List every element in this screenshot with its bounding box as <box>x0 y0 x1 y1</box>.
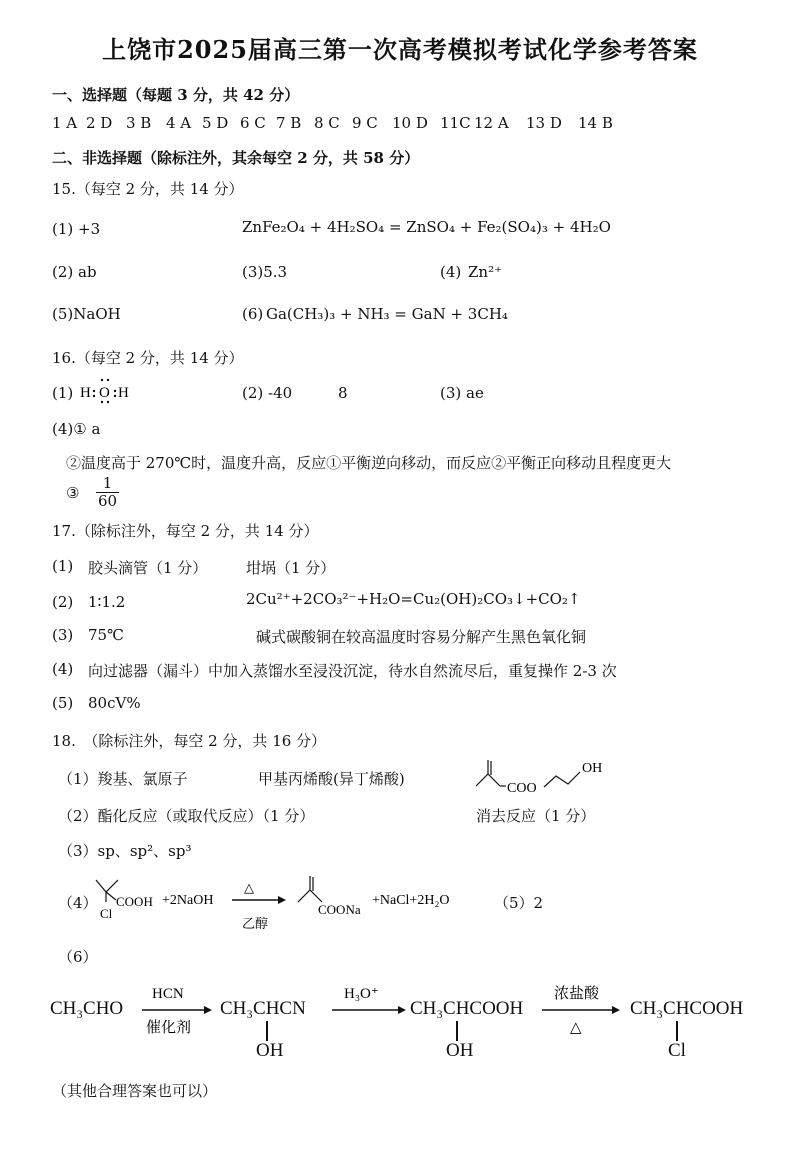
q17-l5-answer: 80cV% <box>88 694 141 712</box>
footnote: （其他合理答案也可以） <box>52 1082 218 1100</box>
hydroxyl-substituent-2: OH <box>256 1040 284 1061</box>
bond-line-4 <box>676 1021 678 1041</box>
q15-answer-4-label: (4) <box>440 263 462 281</box>
q17-l1-answer-a: 胶头滴管（1 分） <box>88 559 208 577</box>
mc-answer-8: 8 C <box>314 114 340 132</box>
mc-answer-11: 11C <box>440 114 471 132</box>
bond-line-3 <box>456 1021 458 1041</box>
arrow3-top-condition: 浓盐酸 <box>554 986 600 1002</box>
q15-equation-1: ZnFe₂O₄ + 4H₂SO₄ = ZnSO₄ + Fe₂(SO₄)₃ + 4H₂O <box>242 218 611 236</box>
mc-answer-4: 4 A <box>166 114 192 132</box>
mc-answer-10: 10 D <box>392 114 428 132</box>
section2-heading: 二、非选择题（除标注外，其余每空 2 分，共 58 分） <box>52 149 420 167</box>
q17-l2-answer-a: 1∶1.2 <box>88 593 126 611</box>
q18-l5-answer: （5）2 <box>494 894 544 912</box>
q15-answer-3: (3)5.3 <box>242 263 288 281</box>
mc-answer-3: 3 B <box>126 114 152 132</box>
arrow3-bottom-condition: △ <box>570 1020 582 1036</box>
q16-answer-4-2: ②温度高于 270℃时，温度升高，反应①平衡逆向移动，而反应②平衡正向移动且程度更大 <box>66 454 672 472</box>
reaction-arrow-1 <box>140 980 214 1040</box>
q17-l1-answer-b: 坩埚（1 分） <box>246 559 336 577</box>
ethanol-condition: 乙醇 <box>242 916 269 931</box>
q18-l1-answer-b: 甲基丙烯酸(异丁烯酸) <box>258 770 405 788</box>
fraction-denominator: 60 <box>98 492 118 511</box>
q18-l1-answer-a: （1）羧基、氯原子 <box>58 770 188 788</box>
ester-group-label: COO <box>507 781 537 796</box>
q18-l2-answer-b: 消去反应（1 分） <box>476 807 596 825</box>
q15-answer-6-label: (6) <box>242 305 264 323</box>
reactant-acetaldehyde: CH₃CHO <box>50 998 124 1019</box>
q16-answer-4-1: (4)① a <box>52 420 101 438</box>
q18-l2-answer-a: （2）酯化反应（或取代反应）（1 分） <box>58 807 315 825</box>
hydrogen-right: H <box>118 385 129 401</box>
chlorine-substituent-4: Cl <box>668 1040 686 1061</box>
q17-l2-equation: 2Cu²⁺+2CO₃²⁻+H₂O=Cu₂(OH)₂CO₃↓+CO₂↑ <box>246 590 581 608</box>
q15-answer-4-value: Zn²⁺ <box>468 263 503 281</box>
fraction-numerator: 1 <box>96 475 119 493</box>
mc-answer-5: 5 D <box>202 114 229 132</box>
q16-fraction <box>96 475 119 511</box>
q15-answer-5: (5)NaOH <box>52 305 121 323</box>
carboxyl-label: COOH <box>116 894 153 909</box>
mc-answer-1: 1 A <box>52 114 78 132</box>
q17-l3-num: (3) <box>52 626 74 644</box>
q17-l5-num: (5) <box>52 694 74 712</box>
oxygen: O <box>99 385 110 401</box>
heat-condition: △ <box>244 880 254 895</box>
mc-answer-6: 6 C <box>240 114 266 132</box>
q17-l2-num: (2) <box>52 593 74 611</box>
q17-l4-num: (4) <box>52 660 74 678</box>
page-title: 上饶市2025届高三第一次高考模拟考试化学参考答案 <box>102 35 698 64</box>
arrow1-top-condition: HCN <box>152 986 184 1002</box>
q16-heading: 16.（每空 2 分，共 14 分） <box>52 349 244 367</box>
q16-answer-4-3-label: ③ <box>66 484 80 502</box>
q17-l1-num: (1) <box>52 557 74 575</box>
chlorine-label: Cl <box>100 906 113 921</box>
q17-heading: 17.（除标注外，每空 2 分，共 14 分） <box>52 522 319 540</box>
q17-l4-answer: 向过滤器（漏斗）中加入蒸馏水至浸没沉淀，待水自然流尽后，重复操作 2-3 次 <box>88 662 617 680</box>
bond-line-2 <box>266 1021 268 1041</box>
q15-equation-6: Ga(CH₃)₃ + NH₃ = GaN + 3CH₄ <box>266 305 508 323</box>
intermediate-cyanohydrin: CH₃CHCN <box>220 998 306 1019</box>
arrow2-top-condition: H₃O⁺ <box>344 986 379 1002</box>
q18-l4-num: （4） <box>58 894 98 912</box>
elimination-reaction-diagram <box>92 866 482 938</box>
hydroxyl-label: OH <box>582 761 603 776</box>
q16-answer-1-label: (1) <box>52 384 74 402</box>
arrow1-bottom-condition: 催化剂 <box>146 1020 192 1036</box>
mc-answer-14: 14 B <box>578 114 613 132</box>
water-electron-formula <box>78 376 138 404</box>
q15-answer-1: (1) +3 <box>52 220 101 238</box>
mc-answer-9: 9 C <box>352 114 378 132</box>
carboxylate-label: COONa <box>318 902 361 917</box>
reaction-arrow-2 <box>330 980 408 1020</box>
q18-heading: 18. （除标注外，每空 2 分，共 16 分） <box>52 732 327 750</box>
q17-l3-answer-b: 碱式碳酸铜在较高温度时容易分解产生黑色氧化铜 <box>256 628 587 646</box>
q15-answer-2: (2) ab <box>52 263 97 281</box>
product-chloropropanoic-acid: CH₃CHCOOH <box>630 998 744 1019</box>
reaction-arrow-3 <box>540 980 622 1040</box>
mc-answer-13: 13 D <box>526 114 562 132</box>
q18-l6-num: （6） <box>58 948 98 966</box>
q18-l3-answer: （3）sp、sp²、sp³ <box>58 842 192 860</box>
products-label: +NaCl+2H₂O <box>372 893 450 908</box>
q16-answer-2b: 8 <box>338 384 348 402</box>
hydroxyl-substituent-3: OH <box>446 1040 474 1061</box>
q16-answer-2: (2) -40 <box>242 384 293 402</box>
mc-answer-2: 2 D <box>86 114 113 132</box>
q17-l3-answer-a: 75℃ <box>88 626 124 644</box>
intermediate-lactic-acid: CH₃CHCOOH <box>410 998 524 1019</box>
hydrogen-left: H <box>80 385 91 401</box>
q15-heading: 15.（每空 2 分，共 14 分） <box>52 180 244 198</box>
q16-answer-3: (3) ae <box>440 384 484 402</box>
mc-answer-7: 7 B <box>276 114 302 132</box>
ester-structure-diagram <box>472 754 622 800</box>
section1-heading: 一、选择题（每题 3 分，共 42 分） <box>52 86 300 104</box>
mc-answer-12: 12 A <box>474 114 509 132</box>
naoh-reagent: +2NaOH <box>162 893 214 908</box>
